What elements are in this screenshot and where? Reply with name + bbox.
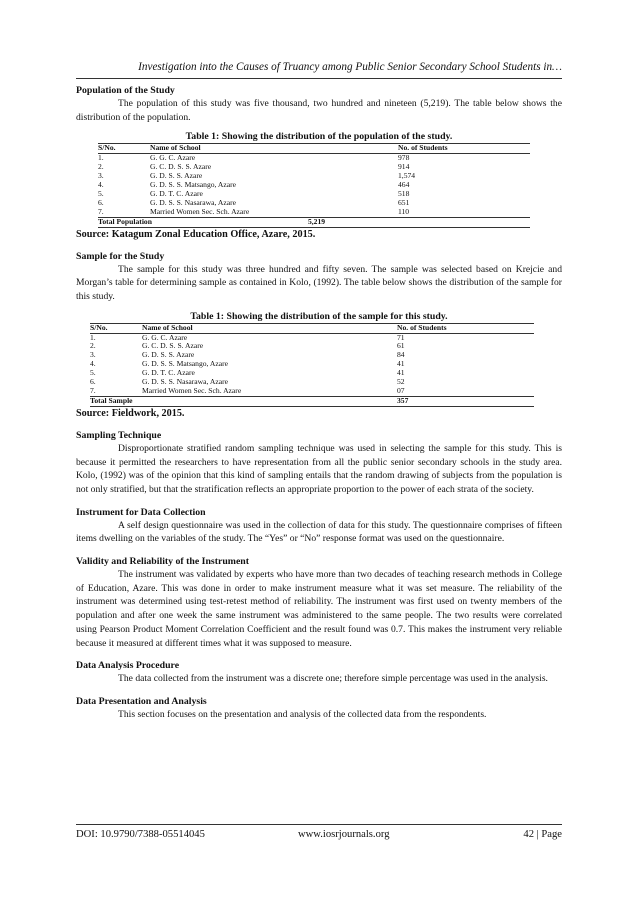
cell-count: 914 <box>398 162 410 172</box>
cell-sno: 1. <box>90 332 96 342</box>
section-heading: Sampling Technique <box>76 429 162 441</box>
column-header: No. of Students <box>397 323 534 333</box>
cell-count: 71 <box>397 332 405 342</box>
header-rule <box>76 78 562 79</box>
total-label <box>98 217 398 227</box>
table-row <box>98 208 530 217</box>
population-table <box>98 143 530 227</box>
cell-school: G. G. C. Azare <box>142 332 188 342</box>
table-total-row <box>98 217 530 227</box>
section-heading: Validity and Reliability of the Instrument <box>76 556 250 568</box>
cell-sno: 2. <box>98 162 104 172</box>
total-value <box>398 217 530 227</box>
section-validity <box>76 555 562 650</box>
cell-count: 61 <box>397 341 405 351</box>
sample-table <box>90 323 534 407</box>
paragraph: The instrument was validated by experts who have more than two decades of teaching research methods in College of Education, Azare. This was done in order to make instrument measure what it was set measure. The reliability of the instrument was determined using test-retest method of reliability. The instrument was first used on twenty members of the population and after one week the same instrument was administered to the same people. The two results were correlated using Pearson Product Moment Correlation Coefficient and the result found was 0.7. This makes the instrument very reliable because it measured at different times what it was supposed to measure. <box>76 569 562 649</box>
total-value: 357 <box>397 396 534 406</box>
cell-school: G. C. D. S. S. Azare <box>150 162 212 172</box>
section-heading: Sample for the Study <box>76 250 165 262</box>
cell-sno: 4. <box>98 180 104 190</box>
paragraph: The population of this study was five thousand, two hundred and nineteen (5,219). The table below shows the distribution of the population. <box>76 98 562 123</box>
cell-school: G. D. S. S. Matsango, Azare <box>150 180 237 190</box>
table-total-row <box>90 396 534 406</box>
total-label-text: Total Population <box>98 216 152 226</box>
paragraph: The sample for this study was three hundred and fifty seven. The sample was selected based on Krejcie and Morgan’s table for determining sample as contained in Kolo, (1992). The table below shows the distribution of the sample for this study. <box>76 263 562 302</box>
table-source: Source: Katagum Zonal Education Office, Azare, 2015. <box>76 228 316 240</box>
cell-count: 52 <box>397 377 405 387</box>
column-header: No. of Students <box>398 144 530 154</box>
section-heading: Population of the Study <box>76 85 175 96</box>
cell-sno: 3. <box>98 171 104 181</box>
cell-school: Married Women Sec. Sch. Azare <box>142 386 242 396</box>
section-heading: Data Presentation and Analysis <box>76 695 207 707</box>
table-source: Source: Fieldwork, 2015. <box>76 407 185 419</box>
cell-school: G. D. S. S. Azare <box>150 171 203 181</box>
cell-sno: 7. <box>98 206 104 216</box>
cell-count: 41 <box>397 368 405 378</box>
section-instrument <box>76 506 562 546</box>
section-heading: Instrument for Data Collection <box>76 506 206 518</box>
cell-school: G. D. S. S. Nasarawa, Azare <box>150 197 237 207</box>
table-header-row <box>98 144 530 154</box>
cell-count: 41 <box>397 359 405 369</box>
footer-page-number: 42 | Page <box>523 829 562 840</box>
cell-sno: 7. <box>90 386 96 396</box>
cell-school: Married Women Sec. Sch. Azare <box>150 206 250 216</box>
section-sampling-technique <box>76 429 562 497</box>
table-caption: Table 1: Showing the distribution of the sample for this study. <box>190 310 448 322</box>
section-data-analysis <box>76 659 562 686</box>
footer-rule <box>76 824 562 825</box>
column-header: Name of School <box>142 323 397 333</box>
cell-sno: 4. <box>90 359 96 369</box>
cell-count: 518 <box>398 188 410 198</box>
section-population <box>76 84 562 241</box>
table-row <box>90 387 534 396</box>
paragraph: The data collected from the instrument was a discrete one; therefore simple percentage was used in the analysis. <box>118 673 548 685</box>
cell-school: G. G. C. Azare <box>150 153 196 163</box>
footer-website: www.iosrjournals.org <box>298 829 390 840</box>
page-content <box>76 84 562 722</box>
cell-school: G. D. S. S. Matsango, Azare <box>142 359 229 369</box>
cell-school: G. D. S. S. Nasarawa, Azare <box>142 377 229 387</box>
column-header: Name of School <box>150 144 398 154</box>
footer-doi: DOI: 10.9790/7388-05514045 <box>76 829 205 840</box>
cell-sno: 3. <box>90 350 96 360</box>
cell-sno: 5. <box>90 368 96 378</box>
cell-sno: 6. <box>90 377 96 387</box>
section-data-presentation <box>76 695 562 722</box>
cell-school: G. D. S. S. Azare <box>142 350 195 360</box>
cell-school: G. C. D. S. S. Azare <box>142 341 204 351</box>
cell-school: G. D. T. C. Azare <box>142 368 195 378</box>
paragraph: A self design questionnaire was used in the collection of data for this study. The questionnaire comprises of fifteen items dwelling on the variables of the study. The “Yes” or “No” response format was used on the questionnaire. <box>76 519 562 545</box>
cell-count: 978 <box>398 153 410 163</box>
cell-sno: 1. <box>98 153 104 163</box>
cell-count: 110 <box>398 206 410 216</box>
section-sample <box>76 250 562 420</box>
running-header: Investigation into the Causes of Truancy among Public Senior Secondary School Students in… <box>138 61 562 73</box>
section-heading: Data Analysis Procedure <box>76 660 180 672</box>
cell-count: 07 <box>397 386 405 396</box>
cell-sno: 5. <box>98 188 104 198</box>
paragraph: This section focuses on the presentation and analysis of the collected data from the respondents. <box>118 708 487 720</box>
cell-school: G. D. T. C. Azare <box>150 188 203 198</box>
paragraph: Disproportionate stratified random sampling technique was used in selecting the sample for this study. This is because it permitted the researchers to have representation from all the public senior secondary schools in the study area. Kolo, (1992) was of the opinion that this kind of sampling entails that the random drawing of subjects from the population is not only stratified, but that the stratification reflects an appropriate proportion to the power of each strata of the society. <box>76 442 562 495</box>
column-header: S/No. <box>90 323 142 333</box>
cell-count: 84 <box>397 350 405 360</box>
cell-count: 1,574 <box>398 171 416 181</box>
table-caption: Table 1: Showing the distribution of the population of the study. <box>185 131 453 143</box>
cell-sno: 6. <box>98 197 104 207</box>
table-header-row <box>90 323 534 333</box>
total-value-text: 5,219 <box>307 216 326 226</box>
cell-count: 651 <box>398 197 410 207</box>
column-header: S/No. <box>98 144 150 154</box>
total-label: Total Sample <box>90 396 397 406</box>
cell-count: 464 <box>398 180 410 190</box>
cell-sno: 2. <box>90 341 96 351</box>
